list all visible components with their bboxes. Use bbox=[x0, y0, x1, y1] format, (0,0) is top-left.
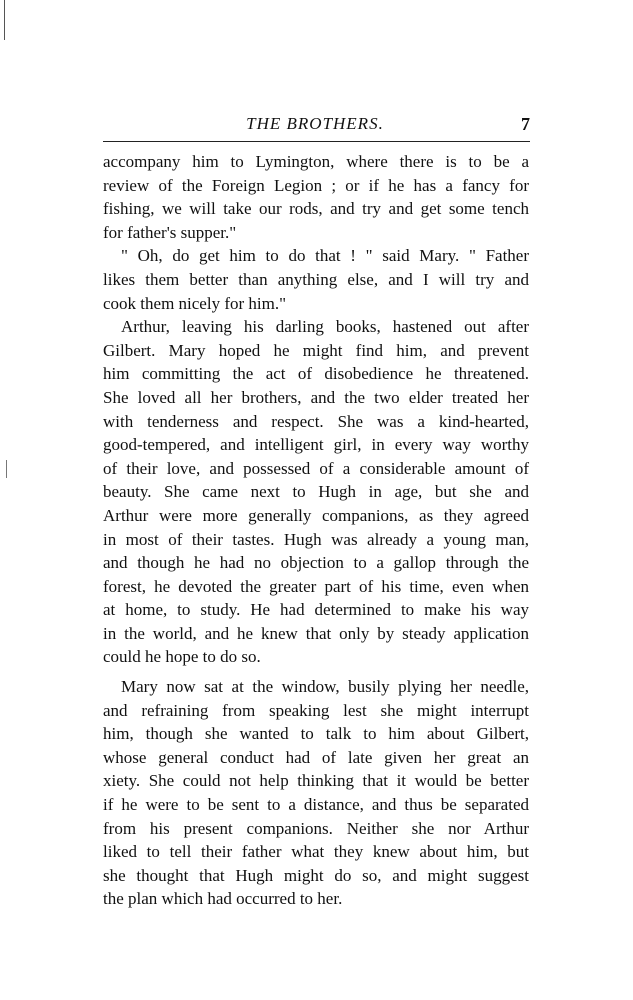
page-number: 7 bbox=[521, 114, 530, 134]
text-line: with tenderness and respect. She was a kind-hearted, bbox=[103, 411, 529, 431]
text-line: beauty. She came next to Hugh in age, but she and bbox=[103, 482, 529, 502]
text-line: in most of their tastes. Hugh was already a young man, bbox=[103, 529, 529, 549]
text-line: review of the Foreign Legion ; or if he has a fancy for bbox=[103, 175, 529, 195]
text-line: she thought that Hugh might do so, and might suggest bbox=[103, 865, 529, 885]
paragraph bbox=[103, 675, 529, 911]
text-line: from his present companions. Neither she nor Arthur bbox=[103, 818, 529, 838]
text-line: the plan which had occurred to her. bbox=[103, 889, 343, 909]
text-line: whose general conduct had of late given her great an bbox=[103, 747, 529, 767]
page-edge-mark bbox=[4, 0, 5, 40]
text-line: fishing, we will take our rods, and try and get some tench bbox=[103, 199, 529, 219]
paragraph bbox=[103, 150, 529, 244]
running-title: THE BROTHERS. bbox=[246, 114, 384, 133]
text-line: and though he had no objection to a gallop through the bbox=[103, 553, 529, 573]
text-line: for father's supper." bbox=[103, 222, 237, 242]
text-line: of their love, and possessed of a considerable amount of bbox=[103, 458, 529, 478]
text-line: She loved all her brothers, and the two elder treated her bbox=[103, 387, 529, 407]
text-line: at home, to study. He had determined to make his way bbox=[103, 600, 529, 620]
text-line: if he were to be sent to a distance, and thus be separated bbox=[103, 795, 529, 815]
text-line: Arthur were more generally companions, as they agreed bbox=[103, 505, 529, 525]
text-line: Gilbert. Mary hoped he might find him, and prevent bbox=[103, 340, 529, 360]
page-header bbox=[100, 114, 530, 138]
text-line: Mary now sat at the window, busily plying her needle, bbox=[121, 677, 529, 697]
text-line: accompany him to Lymington, where there is to be a bbox=[103, 152, 529, 171]
text-line: xiety. She could not help thinking that it would be better bbox=[103, 771, 529, 791]
text-line: likes them better than anything else, and I will try and bbox=[103, 269, 529, 289]
paragraph bbox=[103, 244, 529, 315]
body-text bbox=[103, 150, 529, 911]
text-line: in the world, and he knew that only by steady application bbox=[103, 623, 529, 643]
text-line: good-tempered, and intelligent girl, in every way worthy bbox=[103, 435, 529, 455]
text-line: forest, he devoted the greater part of his time, even when bbox=[103, 576, 529, 596]
text-line: him, though she wanted to talk to him about Gilbert, bbox=[103, 724, 529, 744]
text-line: liked to tell their father what they knew about him, but bbox=[103, 842, 529, 862]
text-line: and refraining from speaking lest she might interrupt bbox=[103, 700, 529, 720]
text-line: could he hope to do so. bbox=[103, 647, 261, 667]
text-line: " Oh, do get him to do that ! " said Mary. " Father bbox=[121, 246, 529, 266]
paragraph bbox=[103, 315, 529, 669]
header-rule bbox=[103, 141, 530, 142]
page-edge-mark bbox=[6, 460, 7, 478]
text-line: cook them nicely for him." bbox=[103, 293, 287, 313]
text-line: Arthur, leaving his darling books, hastened out after bbox=[121, 317, 529, 337]
text-line: him committing the act of disobedience he threatened. bbox=[103, 364, 529, 384]
